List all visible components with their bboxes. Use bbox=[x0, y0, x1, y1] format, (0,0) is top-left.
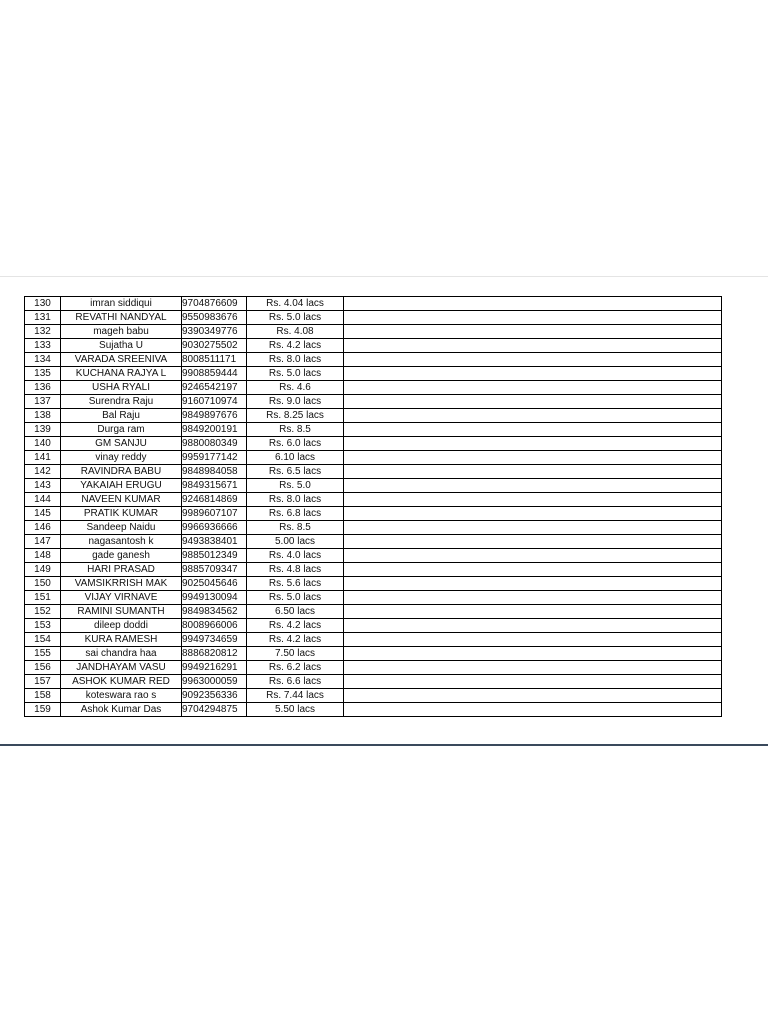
blank-cell bbox=[344, 409, 722, 423]
name-cell: YAKAIAH ERUGU bbox=[61, 479, 182, 493]
row-number-cell: 141 bbox=[25, 451, 61, 465]
name-cell: GM SANJU bbox=[61, 437, 182, 451]
salary-cell: Rs. 5.0 lacs bbox=[247, 311, 344, 325]
row-number-cell: 143 bbox=[25, 479, 61, 493]
phone-cell: 9493838401 bbox=[182, 535, 247, 549]
salary-cell: Rs. 6.6 lacs bbox=[247, 675, 344, 689]
table-row bbox=[25, 395, 722, 409]
name-cell: RAVINDRA BABU bbox=[61, 465, 182, 479]
table-body bbox=[25, 297, 722, 717]
blank-cell bbox=[344, 521, 722, 535]
blank-cell bbox=[344, 479, 722, 493]
name-cell: KURA RAMESH bbox=[61, 633, 182, 647]
name-cell: vinay reddy bbox=[61, 451, 182, 465]
blank-cell bbox=[344, 647, 722, 661]
table-row bbox=[25, 311, 722, 325]
name-cell: JANDHAYAM VASU bbox=[61, 661, 182, 675]
table-row bbox=[25, 647, 722, 661]
blank-cell bbox=[344, 619, 722, 633]
salary-cell: Rs. 8.5 bbox=[247, 521, 344, 535]
row-number-cell: 144 bbox=[25, 493, 61, 507]
row-number-cell: 131 bbox=[25, 311, 61, 325]
candidate-table bbox=[24, 296, 722, 717]
name-cell: Sandeep Naidu bbox=[61, 521, 182, 535]
row-number-cell: 147 bbox=[25, 535, 61, 549]
name-cell: REVATHI NANDYAL bbox=[61, 311, 182, 325]
phone-cell: 9704876609 bbox=[182, 297, 247, 311]
salary-cell: 6.50 lacs bbox=[247, 605, 344, 619]
table-row bbox=[25, 493, 722, 507]
phone-cell: 9966936666 bbox=[182, 521, 247, 535]
row-number-cell: 140 bbox=[25, 437, 61, 451]
blank-cell bbox=[344, 325, 722, 339]
blank-cell bbox=[344, 563, 722, 577]
table-row bbox=[25, 577, 722, 591]
table-row bbox=[25, 661, 722, 675]
phone-cell: 9092356336 bbox=[182, 689, 247, 703]
salary-cell: Rs. 4.8 lacs bbox=[247, 563, 344, 577]
table-row bbox=[25, 297, 722, 311]
salary-cell: Rs. 9.0 lacs bbox=[247, 395, 344, 409]
phone-cell: 9030275502 bbox=[182, 339, 247, 353]
salary-cell: Rs. 8.0 lacs bbox=[247, 493, 344, 507]
table-row bbox=[25, 703, 722, 717]
row-number-cell: 138 bbox=[25, 409, 61, 423]
table-row bbox=[25, 507, 722, 521]
row-number-cell: 137 bbox=[25, 395, 61, 409]
table-row bbox=[25, 521, 722, 535]
salary-cell: Rs. 6.5 lacs bbox=[247, 465, 344, 479]
table-row bbox=[25, 367, 722, 381]
bottom-blank-area bbox=[0, 748, 768, 1024]
name-cell: VARADA SREENIVA bbox=[61, 353, 182, 367]
blank-cell bbox=[344, 465, 722, 479]
name-cell: dileep doddi bbox=[61, 619, 182, 633]
phone-cell: 9849834562 bbox=[182, 605, 247, 619]
row-number-cell: 132 bbox=[25, 325, 61, 339]
salary-cell: Rs. 6.2 lacs bbox=[247, 661, 344, 675]
table-row bbox=[25, 689, 722, 703]
row-number-cell: 139 bbox=[25, 423, 61, 437]
row-number-cell: 135 bbox=[25, 367, 61, 381]
phone-cell: 9908859444 bbox=[182, 367, 247, 381]
salary-cell: Rs. 5.0 lacs bbox=[247, 591, 344, 605]
phone-cell: 9550983676 bbox=[182, 311, 247, 325]
phone-cell: 9246814869 bbox=[182, 493, 247, 507]
name-cell: koteswara rao s bbox=[61, 689, 182, 703]
blank-cell bbox=[344, 549, 722, 563]
blank-cell bbox=[344, 675, 722, 689]
table-row bbox=[25, 563, 722, 577]
name-cell: Ashok Kumar Das bbox=[61, 703, 182, 717]
salary-cell: 5.50 lacs bbox=[247, 703, 344, 717]
blank-cell bbox=[344, 507, 722, 521]
phone-cell: 9849897676 bbox=[182, 409, 247, 423]
phone-cell: 9160710974 bbox=[182, 395, 247, 409]
blank-cell bbox=[344, 423, 722, 437]
name-cell: VIJAY VIRNAVE bbox=[61, 591, 182, 605]
salary-cell: Rs. 8.0 lacs bbox=[247, 353, 344, 367]
row-number-cell: 159 bbox=[25, 703, 61, 717]
phone-cell: 9025045646 bbox=[182, 577, 247, 591]
row-number-cell: 134 bbox=[25, 353, 61, 367]
table-row bbox=[25, 437, 722, 451]
phone-cell: 9880080349 bbox=[182, 437, 247, 451]
row-number-cell: 146 bbox=[25, 521, 61, 535]
blank-cell bbox=[344, 605, 722, 619]
row-number-cell: 157 bbox=[25, 675, 61, 689]
row-number-cell: 158 bbox=[25, 689, 61, 703]
row-number-cell: 151 bbox=[25, 591, 61, 605]
phone-cell: 9885012349 bbox=[182, 549, 247, 563]
blank-cell bbox=[344, 633, 722, 647]
phone-cell: 9848984058 bbox=[182, 465, 247, 479]
salary-cell: Rs. 5.6 lacs bbox=[247, 577, 344, 591]
salary-cell: Rs. 4.2 lacs bbox=[247, 633, 344, 647]
phone-cell: 9949216291 bbox=[182, 661, 247, 675]
phone-cell: 9949734659 bbox=[182, 633, 247, 647]
phone-cell: 9390349776 bbox=[182, 325, 247, 339]
name-cell: gade ganesh bbox=[61, 549, 182, 563]
name-cell: RAMINI SUMANTH bbox=[61, 605, 182, 619]
table-row bbox=[25, 549, 722, 563]
name-cell: Bal Raju bbox=[61, 409, 182, 423]
blank-cell bbox=[344, 703, 722, 717]
row-number-cell: 133 bbox=[25, 339, 61, 353]
table-row bbox=[25, 353, 722, 367]
table-row bbox=[25, 605, 722, 619]
row-number-cell: 148 bbox=[25, 549, 61, 563]
blank-cell bbox=[344, 353, 722, 367]
salary-cell: Rs. 5.0 bbox=[247, 479, 344, 493]
row-number-cell: 153 bbox=[25, 619, 61, 633]
salary-cell: Rs. 6.0 lacs bbox=[247, 437, 344, 451]
salary-cell: Rs. 8.25 lacs bbox=[247, 409, 344, 423]
name-cell: Sujatha U bbox=[61, 339, 182, 353]
salary-cell: Rs. 5.0 lacs bbox=[247, 367, 344, 381]
name-cell: mageh babu bbox=[61, 325, 182, 339]
row-number-cell: 152 bbox=[25, 605, 61, 619]
table-row bbox=[25, 591, 722, 605]
salary-cell: Rs. 8.5 bbox=[247, 423, 344, 437]
salary-cell: 5.00 lacs bbox=[247, 535, 344, 549]
phone-cell: 9963000059 bbox=[182, 675, 247, 689]
row-number-cell: 142 bbox=[25, 465, 61, 479]
row-number-cell: 156 bbox=[25, 661, 61, 675]
table-row bbox=[25, 633, 722, 647]
salary-cell: Rs. 6.8 lacs bbox=[247, 507, 344, 521]
phone-cell: 9989607107 bbox=[182, 507, 247, 521]
table-row bbox=[25, 675, 722, 689]
blank-cell bbox=[344, 493, 722, 507]
blank-cell bbox=[344, 591, 722, 605]
name-cell: NAVEEN KUMAR bbox=[61, 493, 182, 507]
table-row bbox=[25, 619, 722, 633]
name-cell: Surendra Raju bbox=[61, 395, 182, 409]
name-cell: imran siddiqui bbox=[61, 297, 182, 311]
blank-cell bbox=[344, 381, 722, 395]
salary-cell: Rs. 4.2 lacs bbox=[247, 619, 344, 633]
salary-cell: 6.10 lacs bbox=[247, 451, 344, 465]
salary-cell: Rs. 4.0 lacs bbox=[247, 549, 344, 563]
table-row bbox=[25, 451, 722, 465]
phone-cell: 9949130094 bbox=[182, 591, 247, 605]
table-row bbox=[25, 409, 722, 423]
name-cell: Durga ram bbox=[61, 423, 182, 437]
name-cell: HARI PRASAD bbox=[61, 563, 182, 577]
phone-cell: 9849315671 bbox=[182, 479, 247, 493]
table-row bbox=[25, 479, 722, 493]
phone-cell: 9246542197 bbox=[182, 381, 247, 395]
row-number-cell: 149 bbox=[25, 563, 61, 577]
row-number-cell: 136 bbox=[25, 381, 61, 395]
blank-cell bbox=[344, 689, 722, 703]
blank-cell bbox=[344, 339, 722, 353]
blank-cell bbox=[344, 297, 722, 311]
salary-cell: Rs. 4.08 bbox=[247, 325, 344, 339]
blank-cell bbox=[344, 661, 722, 675]
table-row bbox=[25, 423, 722, 437]
row-number-cell: 145 bbox=[25, 507, 61, 521]
table-row bbox=[25, 381, 722, 395]
row-number-cell: 155 bbox=[25, 647, 61, 661]
table-row bbox=[25, 465, 722, 479]
name-cell: USHA RYALI bbox=[61, 381, 182, 395]
name-cell: nagasantosh k bbox=[61, 535, 182, 549]
table-row bbox=[25, 535, 722, 549]
row-number-cell: 154 bbox=[25, 633, 61, 647]
phone-cell: 9885709347 bbox=[182, 563, 247, 577]
phone-cell: 9849200191 bbox=[182, 423, 247, 437]
blank-cell bbox=[344, 395, 722, 409]
phone-cell: 8008511171 bbox=[182, 353, 247, 367]
name-cell: sai chandra haa bbox=[61, 647, 182, 661]
row-number-cell: 130 bbox=[25, 297, 61, 311]
table-row bbox=[25, 325, 722, 339]
row-number-cell: 150 bbox=[25, 577, 61, 591]
name-cell: VAMSIKRRISH MAK bbox=[61, 577, 182, 591]
name-cell: PRATIK KUMAR bbox=[61, 507, 182, 521]
blank-cell bbox=[344, 437, 722, 451]
table-row bbox=[25, 339, 722, 353]
blank-cell bbox=[344, 451, 722, 465]
salary-cell: Rs. 4.04 lacs bbox=[247, 297, 344, 311]
salary-cell: 7.50 lacs bbox=[247, 647, 344, 661]
phone-cell: 9704294875 bbox=[182, 703, 247, 717]
salary-cell: Rs. 7.44 lacs bbox=[247, 689, 344, 703]
blank-cell bbox=[344, 577, 722, 591]
salary-cell: Rs. 4.2 lacs bbox=[247, 339, 344, 353]
blank-cell bbox=[344, 311, 722, 325]
name-cell: ASHOK KUMAR RED bbox=[61, 675, 182, 689]
salary-cell: Rs. 4.6 bbox=[247, 381, 344, 395]
phone-cell: 8886820812 bbox=[182, 647, 247, 661]
top-blank-area bbox=[0, 0, 768, 276]
name-cell: KUCHANA RAJYA L bbox=[61, 367, 182, 381]
phone-cell: 8008966006 bbox=[182, 619, 247, 633]
phone-cell: 9959177142 bbox=[182, 451, 247, 465]
blank-cell bbox=[344, 535, 722, 549]
blank-cell bbox=[344, 367, 722, 381]
